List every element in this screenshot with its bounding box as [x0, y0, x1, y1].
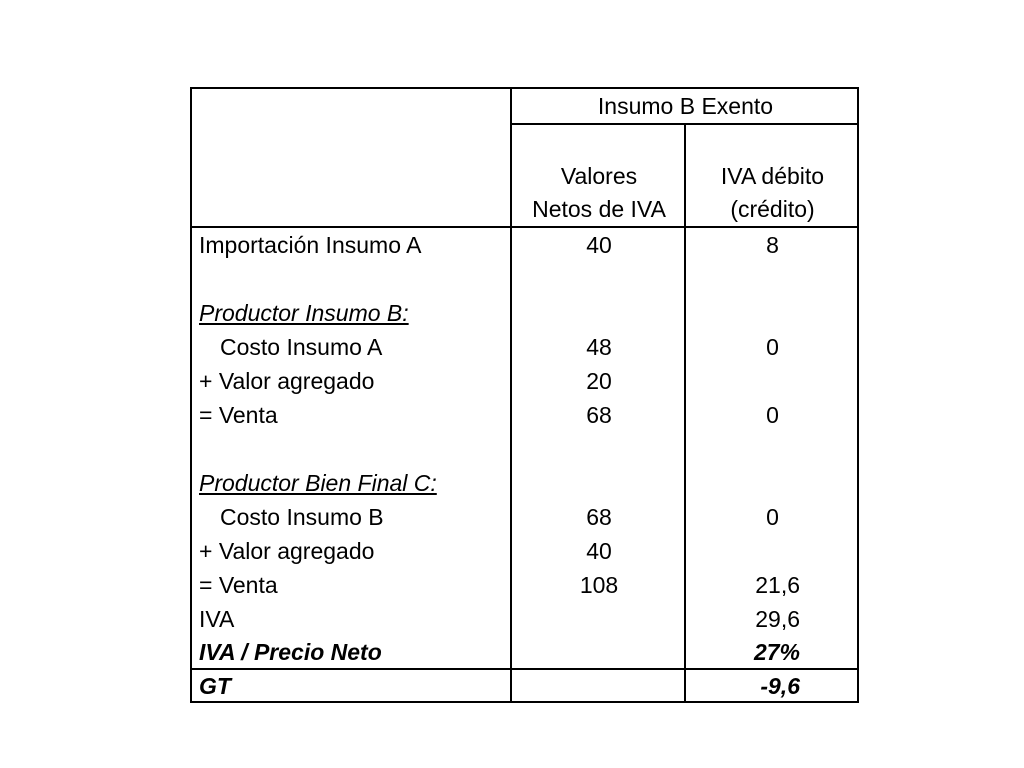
header-group-title: Insumo B Exento — [597, 93, 774, 119]
row-iva-b-venta: 0 — [766, 402, 779, 428]
row-iva-c-costo: 0 — [766, 504, 779, 530]
row-label-c-valor-agregado: + Valor agregado — [199, 538, 375, 564]
header-valores-line1: Valores — [560, 163, 638, 189]
row-iva-importacion: 8 — [766, 232, 779, 258]
row-valor-b-valor-agregado: 20 — [586, 368, 612, 394]
row-valor-c-costo: 68 — [586, 504, 612, 530]
row-label-b-valor-agregado: + Valor agregado — [199, 368, 375, 394]
section-title-productor-b: Productor Insumo B: — [199, 300, 409, 326]
row-label-gt: GT — [199, 673, 231, 699]
iva-table — [190, 87, 859, 703]
row-valor-b-venta: 68 — [586, 402, 612, 428]
row-valor-c-venta: 108 — [579, 572, 619, 598]
row-valor-c-valor-agregado: 40 — [586, 538, 612, 564]
header-valores-line2: Netos de IVA — [532, 196, 666, 222]
section-title-productor-c: Productor Bien Final C: — [199, 470, 437, 496]
row-label-b-venta: = Venta — [199, 402, 278, 428]
row-iva-b-costo: 0 — [766, 334, 779, 360]
row-iva-gt: -9,6 — [760, 673, 800, 699]
header-iva-line2: (crédito) — [730, 196, 815, 222]
row-iva-total: 29,6 — [755, 606, 800, 632]
row-valor-importacion: 40 — [586, 232, 612, 258]
row-iva-c-venta: 21,6 — [755, 572, 800, 598]
row-label-c-venta: = Venta — [199, 572, 278, 598]
row-iva-precio-neto: 27% — [753, 639, 800, 665]
row-label-importacion: Importación Insumo A — [199, 232, 422, 258]
row-label-iva: IVA — [199, 606, 235, 632]
row-label-iva-precio-neto: IVA / Precio Neto — [199, 639, 382, 665]
row-label-b-costo: Costo Insumo A — [220, 334, 383, 360]
row-valor-b-costo: 48 — [586, 334, 612, 360]
row-label-c-costo: Costo Insumo B — [220, 504, 384, 530]
header-iva-line1: IVA débito — [720, 163, 825, 189]
